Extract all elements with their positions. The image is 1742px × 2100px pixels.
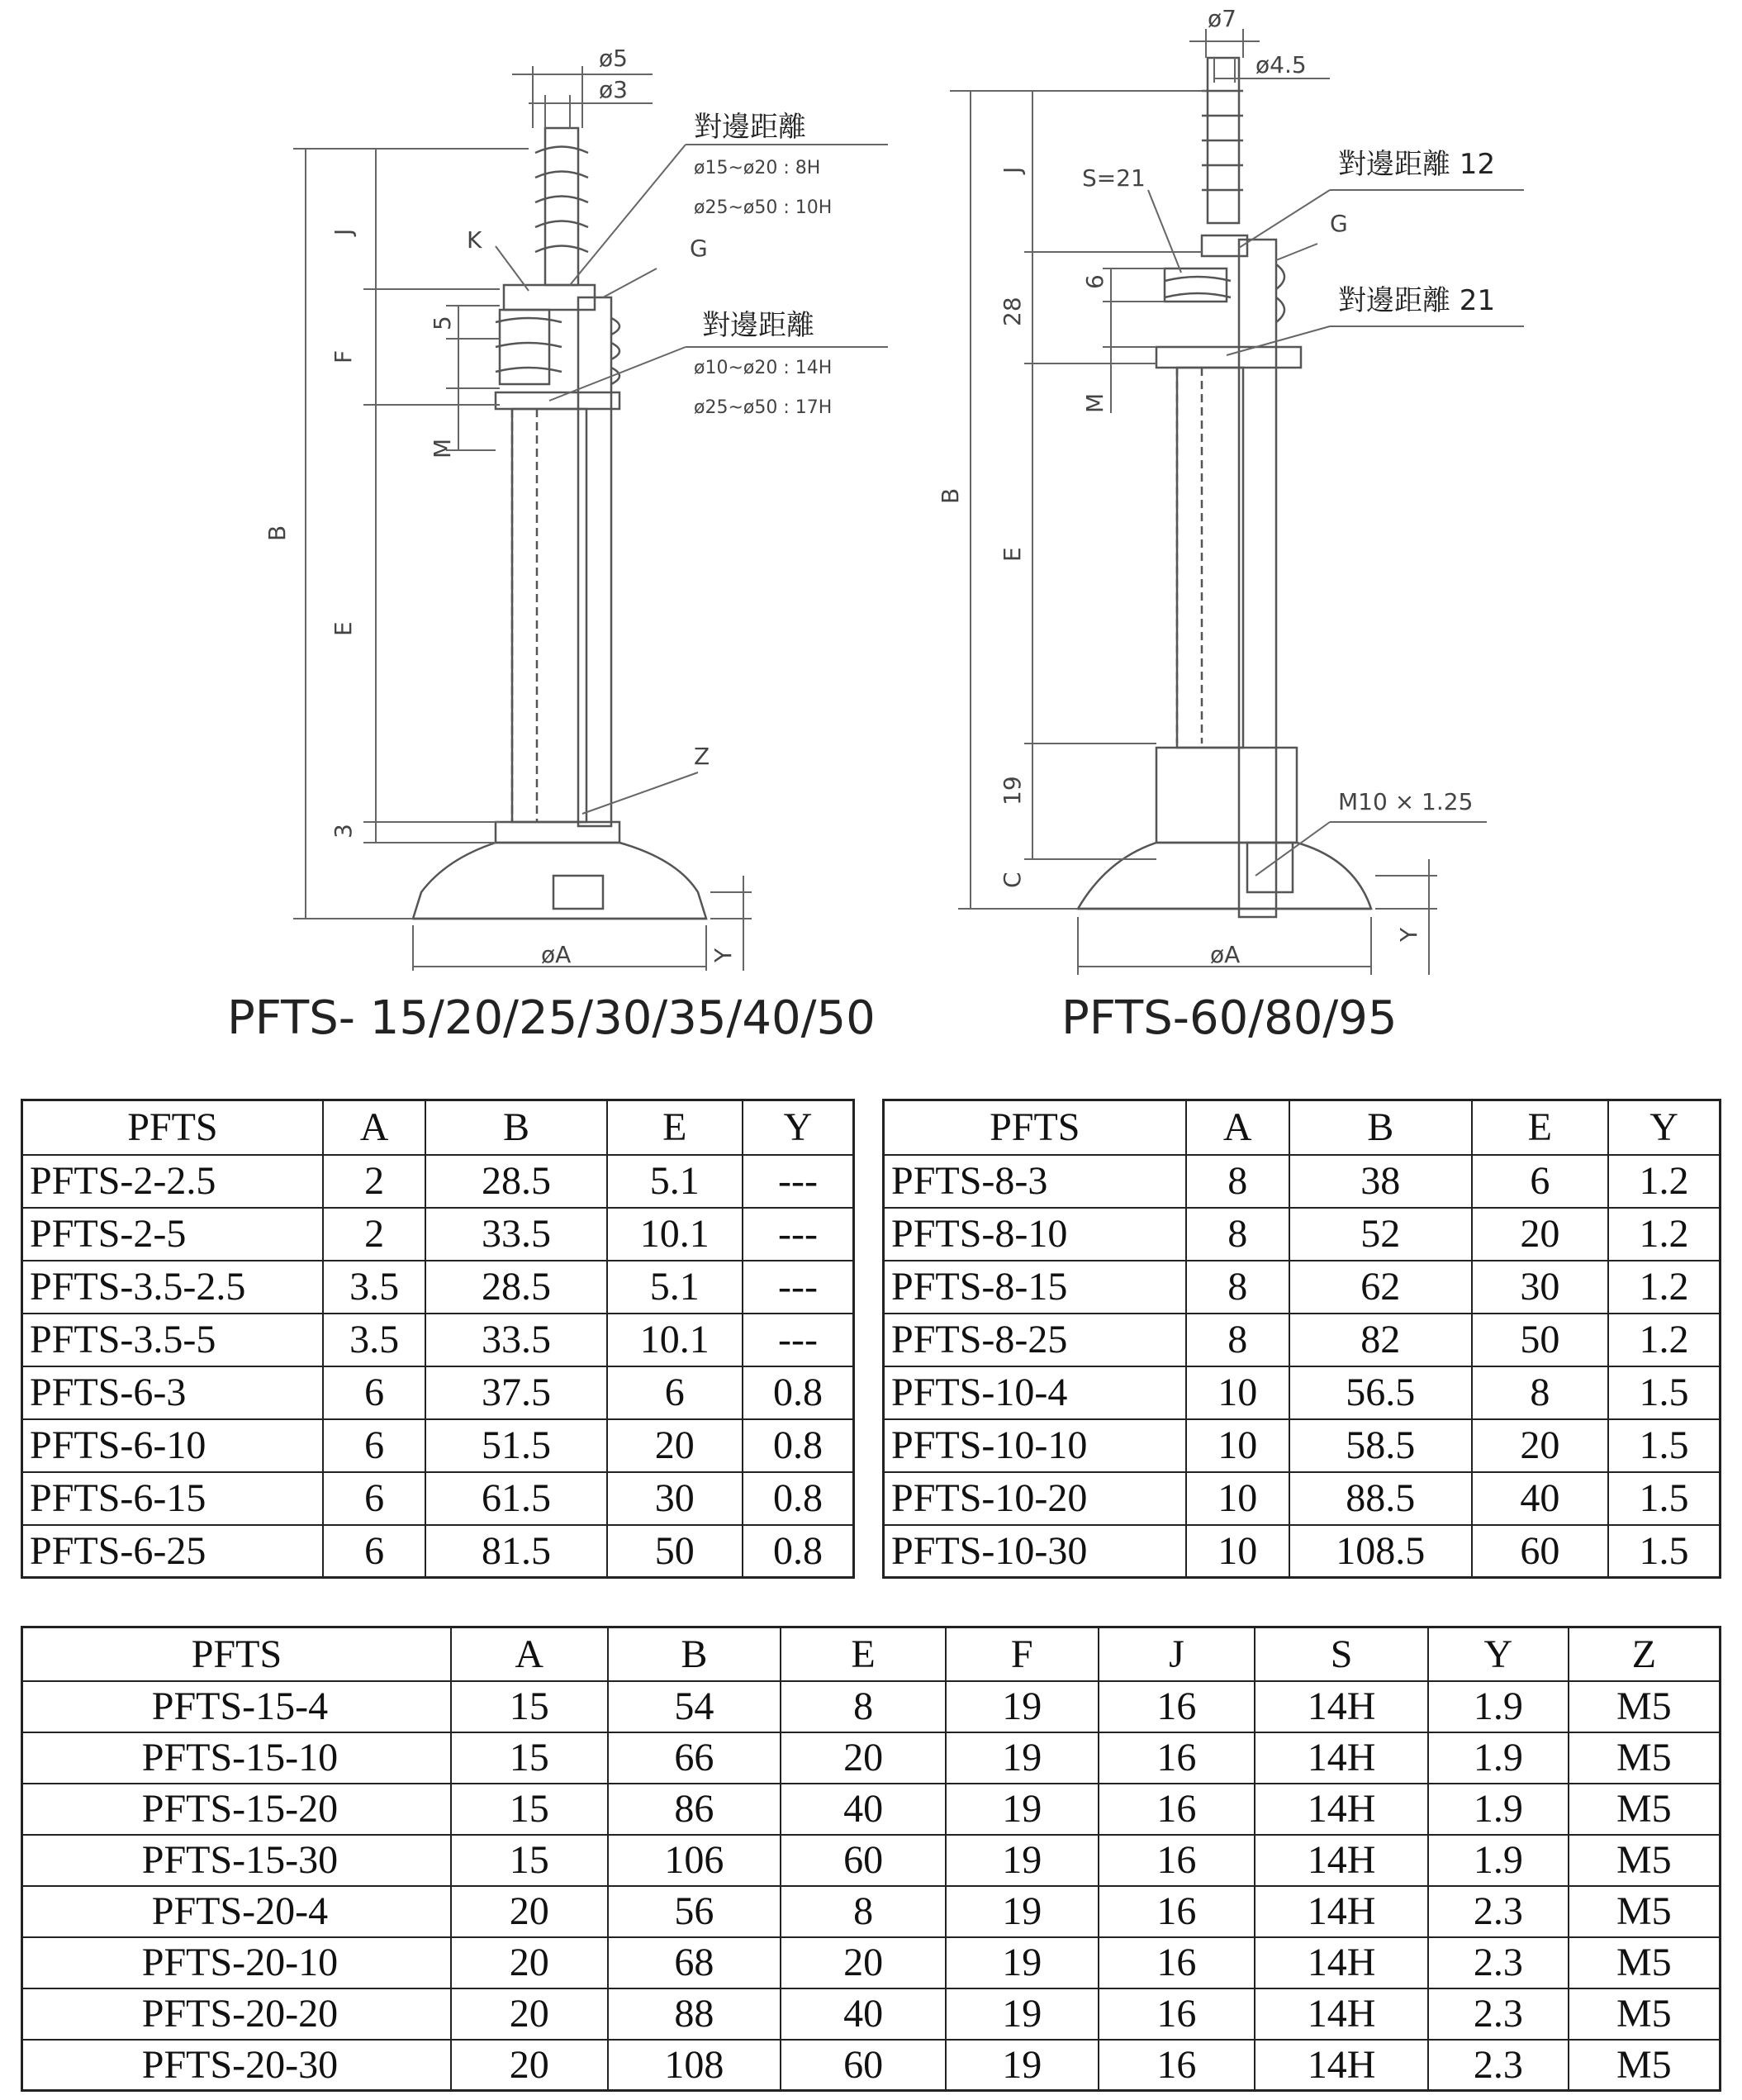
table-row (884, 1261, 1721, 1314)
model-cell: PFTS-10-30 (884, 1525, 1186, 1578)
column-header: Y (743, 1100, 854, 1155)
note2-line2: ø25~ø50 : 17H (694, 397, 833, 418)
value-cell: 28.5 (425, 1155, 606, 1208)
value-cell: 6 (607, 1366, 743, 1419)
note1-title: 對邊距離 (694, 111, 806, 144)
dim-j: J (330, 228, 357, 235)
column-header: B (608, 1627, 781, 1681)
value-cell: 1.5 (1608, 1419, 1720, 1472)
model-cell: PFTS-15-20 (22, 1784, 451, 1835)
value-cell: 16 (1099, 1937, 1255, 1988)
model-cell: PFTS-8-10 (884, 1208, 1186, 1261)
table-row (22, 1835, 1721, 1886)
drawing2-caption: PFTS-60/80/95 (1061, 991, 1398, 1045)
value-cell: 16 (1099, 2040, 1255, 2091)
table-row (22, 2040, 1721, 2091)
value-cell: 20 (781, 1937, 946, 1988)
value-cell: 10 (1186, 1366, 1289, 1419)
note2-title: 對邊距離 (702, 309, 814, 342)
value-cell: 16 (1099, 1886, 1255, 1937)
value-cell: 5.1 (607, 1261, 743, 1314)
column-header: J (1099, 1627, 1255, 1681)
value-cell: 2.3 (1428, 1937, 1569, 1988)
value-cell: 8 (1186, 1314, 1289, 1366)
drawing1-caption: PFTS- 15/20/25/30/35/40/50 (227, 991, 876, 1045)
value-cell: 19 (946, 1681, 1099, 1732)
table-row (22, 1988, 1721, 2040)
value-cell: 20 (451, 2040, 608, 2091)
value-cell: --- (743, 1208, 854, 1261)
value-cell: 19 (946, 1886, 1099, 1937)
table-row (22, 1208, 854, 1261)
value-cell: 14H (1255, 1681, 1428, 1732)
value-cell: 1.5 (1608, 1366, 1720, 1419)
value-cell: M5 (1569, 1681, 1721, 1732)
table-row (22, 1419, 854, 1472)
table-row (22, 1314, 854, 1366)
value-cell: 28.5 (425, 1261, 606, 1314)
value-cell: 2.3 (1428, 1886, 1569, 1937)
table-row (22, 1155, 854, 1208)
model-cell: PFTS-6-10 (22, 1419, 323, 1472)
value-cell: 1.9 (1428, 1835, 1569, 1886)
column-header: Z (1569, 1627, 1721, 1681)
value-cell: 10.1 (607, 1208, 743, 1261)
value-cell: 8 (1186, 1261, 1289, 1314)
column-header: A (323, 1100, 426, 1155)
column-header: B (1289, 1100, 1472, 1155)
value-cell: 0.8 (743, 1419, 854, 1472)
d2-note2: 對邊距離 21 (1338, 284, 1496, 317)
dim-5: 5 (429, 316, 456, 330)
value-cell: 15 (451, 1681, 608, 1732)
column-header: Y (1428, 1627, 1569, 1681)
dim-j2: J (999, 166, 1026, 173)
model-cell: PFTS-2-5 (22, 1208, 323, 1261)
value-cell: 10.1 (607, 1314, 743, 1366)
dim-f: F (330, 349, 357, 363)
model-cell: PFTS-6-25 (22, 1525, 323, 1578)
d2-note1: 對邊距離 12 (1338, 148, 1496, 181)
column-header: B (425, 1100, 606, 1155)
value-cell: 108 (608, 2040, 781, 2091)
value-cell: 1.2 (1608, 1155, 1720, 1208)
value-cell: 14H (1255, 1784, 1428, 1835)
model-cell: PFTS-10-10 (884, 1419, 1186, 1472)
value-cell: 38 (1289, 1155, 1472, 1208)
value-cell: 14H (1255, 2040, 1428, 2091)
model-cell: PFTS-15-30 (22, 1835, 451, 1886)
table-row (884, 1472, 1721, 1525)
value-cell: --- (743, 1155, 854, 1208)
value-cell: 0.8 (743, 1472, 854, 1525)
dim-thread: M10 × 1.25 (1338, 788, 1474, 815)
value-cell: 60 (1472, 1525, 1608, 1578)
value-cell: 19 (946, 1835, 1099, 1886)
value-cell: 1.2 (1608, 1314, 1720, 1366)
value-cell: 16 (1099, 1732, 1255, 1784)
value-cell: 0.8 (743, 1366, 854, 1419)
dim-m: M (429, 438, 456, 458)
value-cell: 1.2 (1608, 1208, 1720, 1261)
model-cell: PFTS-10-20 (884, 1472, 1186, 1525)
value-cell: M5 (1569, 1886, 1721, 1937)
value-cell: 86 (608, 1784, 781, 1835)
column-header: Y (1608, 1100, 1720, 1155)
value-cell: 16 (1099, 1784, 1255, 1835)
model-cell: PFTS-20-10 (22, 1937, 451, 1988)
model-cell: PFTS-20-30 (22, 2040, 451, 2091)
model-cell: PFTS-8-15 (884, 1261, 1186, 1314)
table-row (22, 1886, 1721, 1937)
value-cell: 106 (608, 1835, 781, 1886)
value-cell: 58.5 (1289, 1419, 1472, 1472)
value-cell: 16 (1099, 1681, 1255, 1732)
value-cell: M5 (1569, 2040, 1721, 2091)
value-cell: 33.5 (425, 1208, 606, 1261)
value-cell: 14H (1255, 1835, 1428, 1886)
value-cell: 54 (608, 1681, 781, 1732)
dim-y: Y (710, 948, 737, 962)
value-cell: 1.9 (1428, 1732, 1569, 1784)
value-cell: 60 (781, 2040, 946, 2091)
dim-e: E (330, 621, 357, 636)
dim-28: 28 (999, 297, 1026, 326)
spec-table-1 (21, 1099, 855, 1579)
dim-3: 3 (330, 824, 357, 839)
value-cell: 20 (1472, 1208, 1608, 1261)
value-cell: 15 (451, 1732, 608, 1784)
value-cell: 20 (781, 1732, 946, 1784)
model-cell: PFTS-20-4 (22, 1886, 451, 1937)
value-cell: 40 (781, 1784, 946, 1835)
model-cell: PFTS-8-25 (884, 1314, 1186, 1366)
model-cell: PFTS-15-4 (22, 1681, 451, 1732)
spec-table-2 (882, 1099, 1721, 1579)
dim-d3: ø3 (599, 76, 628, 103)
dim-b: B (263, 525, 291, 541)
value-cell: 40 (781, 1988, 946, 2040)
table-row (884, 1314, 1721, 1366)
value-cell: 2 (323, 1208, 426, 1261)
dim-dA2: øA (1210, 941, 1241, 968)
value-cell: 37.5 (425, 1366, 606, 1419)
column-header: S (1255, 1627, 1428, 1681)
value-cell: 6 (323, 1366, 426, 1419)
value-cell: --- (743, 1261, 854, 1314)
value-cell: M5 (1569, 1784, 1721, 1835)
model-cell: PFTS-2-2.5 (22, 1155, 323, 1208)
value-cell: 52 (1289, 1208, 1472, 1261)
value-cell: 8 (1186, 1208, 1289, 1261)
value-cell: 108.5 (1289, 1525, 1472, 1578)
value-cell: 30 (1472, 1261, 1608, 1314)
dim-19: 19 (999, 776, 1026, 805)
value-cell: 56.5 (1289, 1366, 1472, 1419)
dim-dA: øA (541, 941, 572, 968)
value-cell: 20 (451, 1886, 608, 1937)
table-row (22, 1681, 1721, 1732)
value-cell: 1.9 (1428, 1681, 1569, 1732)
value-cell: 20 (1472, 1419, 1608, 1472)
value-cell: 5.1 (607, 1155, 743, 1208)
value-cell: 14H (1255, 1886, 1428, 1937)
model-cell: PFTS-6-3 (22, 1366, 323, 1419)
model-cell: PFTS-10-4 (884, 1366, 1186, 1419)
value-cell: 50 (1472, 1314, 1608, 1366)
dim-z: Z (694, 743, 710, 770)
value-cell: 66 (608, 1732, 781, 1784)
table-header-row (884, 1100, 1721, 1155)
column-header: E (607, 1100, 743, 1155)
value-cell: 56 (608, 1886, 781, 1937)
model-cell: PFTS-20-20 (22, 1988, 451, 2040)
value-cell: 10 (1186, 1472, 1289, 1525)
value-cell: 19 (946, 1988, 1099, 2040)
value-cell: 6 (323, 1419, 426, 1472)
column-header: A (1186, 1100, 1289, 1155)
value-cell: 3.5 (323, 1261, 426, 1314)
value-cell: 88.5 (1289, 1472, 1472, 1525)
value-cell: --- (743, 1314, 854, 1366)
model-cell: PFTS-3.5-2.5 (22, 1261, 323, 1314)
dim-m2: M (1081, 392, 1108, 413)
value-cell: 10 (1186, 1525, 1289, 1578)
value-cell: 8 (781, 1886, 946, 1937)
value-cell: 20 (451, 1988, 608, 2040)
value-cell: 14H (1255, 1937, 1428, 1988)
table-header-row (22, 1627, 1721, 1681)
value-cell: 16 (1099, 1835, 1255, 1886)
value-cell: 1.5 (1608, 1525, 1720, 1578)
value-cell: 60 (781, 1835, 946, 1886)
dim-d5: ø5 (599, 45, 628, 72)
note1-line2: ø25~ø50 : 10H (694, 197, 833, 218)
value-cell: 15 (451, 1784, 608, 1835)
value-cell: M5 (1569, 1732, 1721, 1784)
dim-e2: E (999, 547, 1026, 562)
dim-6: 6 (1081, 274, 1108, 289)
value-cell: M5 (1569, 1835, 1721, 1886)
value-cell: 8 (1472, 1366, 1608, 1419)
value-cell: 33.5 (425, 1314, 606, 1366)
value-cell: 30 (607, 1472, 743, 1525)
value-cell: M5 (1569, 1988, 1721, 2040)
value-cell: 6 (323, 1472, 426, 1525)
value-cell: 3.5 (323, 1314, 426, 1366)
dim-k: K (467, 226, 482, 254)
value-cell: 19 (946, 1937, 1099, 1988)
spec-table-3 (21, 1626, 1721, 2092)
value-cell: 19 (946, 2040, 1099, 2091)
model-cell: PFTS-8-3 (884, 1155, 1186, 1208)
value-cell: 16 (1099, 1988, 1255, 2040)
dim-d7: ø7 (1208, 5, 1236, 32)
dim-d45: ø4.5 (1255, 51, 1307, 78)
value-cell: 15 (451, 1835, 608, 1886)
value-cell: 40 (1472, 1472, 1608, 1525)
table-row (22, 1472, 854, 1525)
value-cell: 51.5 (425, 1419, 606, 1472)
value-cell: 19 (946, 1732, 1099, 1784)
table-row (22, 1261, 854, 1314)
value-cell: 1.9 (1428, 1784, 1569, 1835)
column-header: PFTS (22, 1100, 323, 1155)
table-row (884, 1525, 1721, 1578)
dim-s21: S=21 (1082, 164, 1146, 192)
value-cell: 1.2 (1608, 1261, 1720, 1314)
dim-b2: B (937, 487, 964, 504)
value-cell: 6 (1472, 1155, 1608, 1208)
value-cell: 81.5 (425, 1525, 606, 1578)
table-row (22, 1937, 1721, 1988)
model-cell: PFTS-3.5-5 (22, 1314, 323, 1366)
note2-line1: ø10~ø20 : 14H (694, 358, 833, 378)
value-cell: 20 (451, 1937, 608, 1988)
value-cell: M5 (1569, 1937, 1721, 1988)
dim-y2: Y (1395, 927, 1422, 942)
value-cell: 19 (946, 1784, 1099, 1835)
table-row (22, 1525, 854, 1578)
value-cell: 62 (1289, 1261, 1472, 1314)
column-header: PFTS (22, 1627, 451, 1681)
table-row (884, 1155, 1721, 1208)
column-header: PFTS (884, 1100, 1186, 1155)
value-cell: 10 (1186, 1419, 1289, 1472)
value-cell: 2.3 (1428, 1988, 1569, 2040)
table-row (22, 1784, 1721, 1835)
model-cell: PFTS-15-10 (22, 1732, 451, 1784)
value-cell: 88 (608, 1988, 781, 2040)
table-row (884, 1366, 1721, 1419)
table-row (884, 1208, 1721, 1261)
table-row (884, 1419, 1721, 1472)
column-header: A (451, 1627, 608, 1681)
dim-c: C (999, 872, 1026, 888)
value-cell: 6 (323, 1525, 426, 1578)
dim-g: G (690, 235, 708, 262)
model-cell: PFTS-6-15 (22, 1472, 323, 1525)
value-cell: 68 (608, 1937, 781, 1988)
note1-line1: ø15~ø20 : 8H (694, 158, 821, 178)
table-row (22, 1732, 1721, 1784)
value-cell: 1.5 (1608, 1472, 1720, 1525)
value-cell: 14H (1255, 1988, 1428, 2040)
value-cell: 2.3 (1428, 2040, 1569, 2091)
column-header: E (1472, 1100, 1608, 1155)
dim-g2: G (1330, 210, 1348, 237)
column-header: E (781, 1627, 946, 1681)
value-cell: 8 (1186, 1155, 1289, 1208)
value-cell: 2 (323, 1155, 426, 1208)
value-cell: 8 (781, 1681, 946, 1732)
value-cell: 14H (1255, 1732, 1428, 1784)
column-header: F (946, 1627, 1099, 1681)
value-cell: 20 (607, 1419, 743, 1472)
value-cell: 82 (1289, 1314, 1472, 1366)
table-header-row (22, 1100, 854, 1155)
value-cell: 61.5 (425, 1472, 606, 1525)
value-cell: 0.8 (743, 1525, 854, 1578)
value-cell: 50 (607, 1525, 743, 1578)
table-row (22, 1366, 854, 1419)
